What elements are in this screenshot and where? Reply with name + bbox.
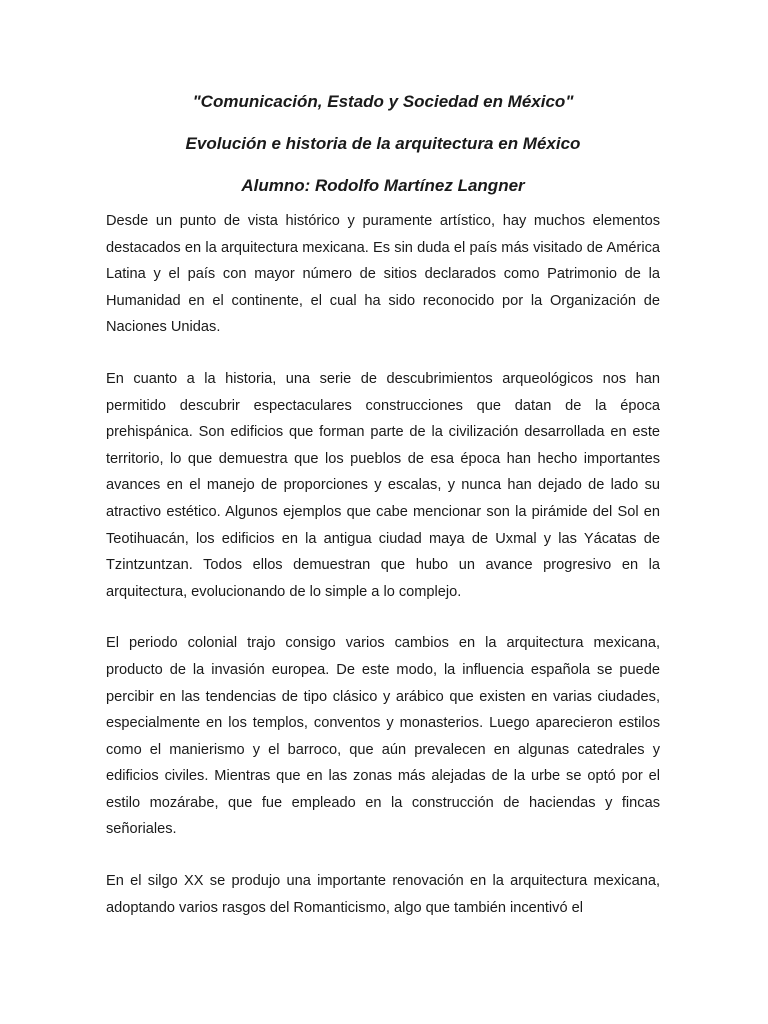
document-author: Alumno: Rodolfo Martínez Langner xyxy=(241,176,525,195)
paragraph-prehispanic: En cuanto a la historia, una serie de descubrimientos arqueológicos nos han permitido descubrir espectaculares construcciones que datan de la época prehispánica. Son edificios que forman parte de la civilización desarrollada en este territorio, lo que demuestra que los pueblos de esa época han hecho importantes avances en el manejo de proporciones y escalas, y nunca han dejado de lado su atractivo estético. Algunos ejemplos que cabe mencionar son la pirámide del Sol en Teotihuacán, los edificios en la antigua ciudad maya de Uxmal y las Yácatas de Tzintzuntzan. Todos ellos demuestran que hubo un avance progresivo en la arquitectura, evolucionando de lo simple a lo complejo. xyxy=(106,370,660,600)
paragraph-twentieth-century: En el silgo XX se produjo una importante renovación en la arquitectura mexicana, adoptando varios rasgos del Romanticismo, algo que también incentivó el xyxy=(106,873,660,916)
document-title: "Comunicación, Estado y Sociedad en México" xyxy=(192,92,574,111)
paragraph-colonial: El periodo colonial trajo consigo varios cambios en la arquitectura mexicana, producto de la invasión europea. De este modo, la influencia española se puede percibir en las tendencias de tipo clásico y arábico que existen en varias ciudades, especialmente en los templos, conventos y monasterios. Luego aparecieron estilos como el manierismo y el barroco, que aún prevalecen en algunas catedrales y edificios civiles. Mientras que en las zonas más alejadas de la urbe se optó por el estilo mozárabe, que fue empleado en la construcción de haciendas y fincas señoriales. xyxy=(106,635,660,838)
document-subtitle: Evolución e historia de la arquitectura en México xyxy=(185,134,581,153)
document-page xyxy=(106,92,660,946)
paragraph-intro: Desde un punto de vista histórico y puramente artístico, hay muchos elementos destacados en la arquitectura mexicana. Es sin duda el país más visitado de América Latina y el país con mayor número de sitios declarados como Patrimonio de la Humanidad en el continente, el cual ha sido reconocido por la Organización de Naciones Unidas. xyxy=(106,213,660,336)
